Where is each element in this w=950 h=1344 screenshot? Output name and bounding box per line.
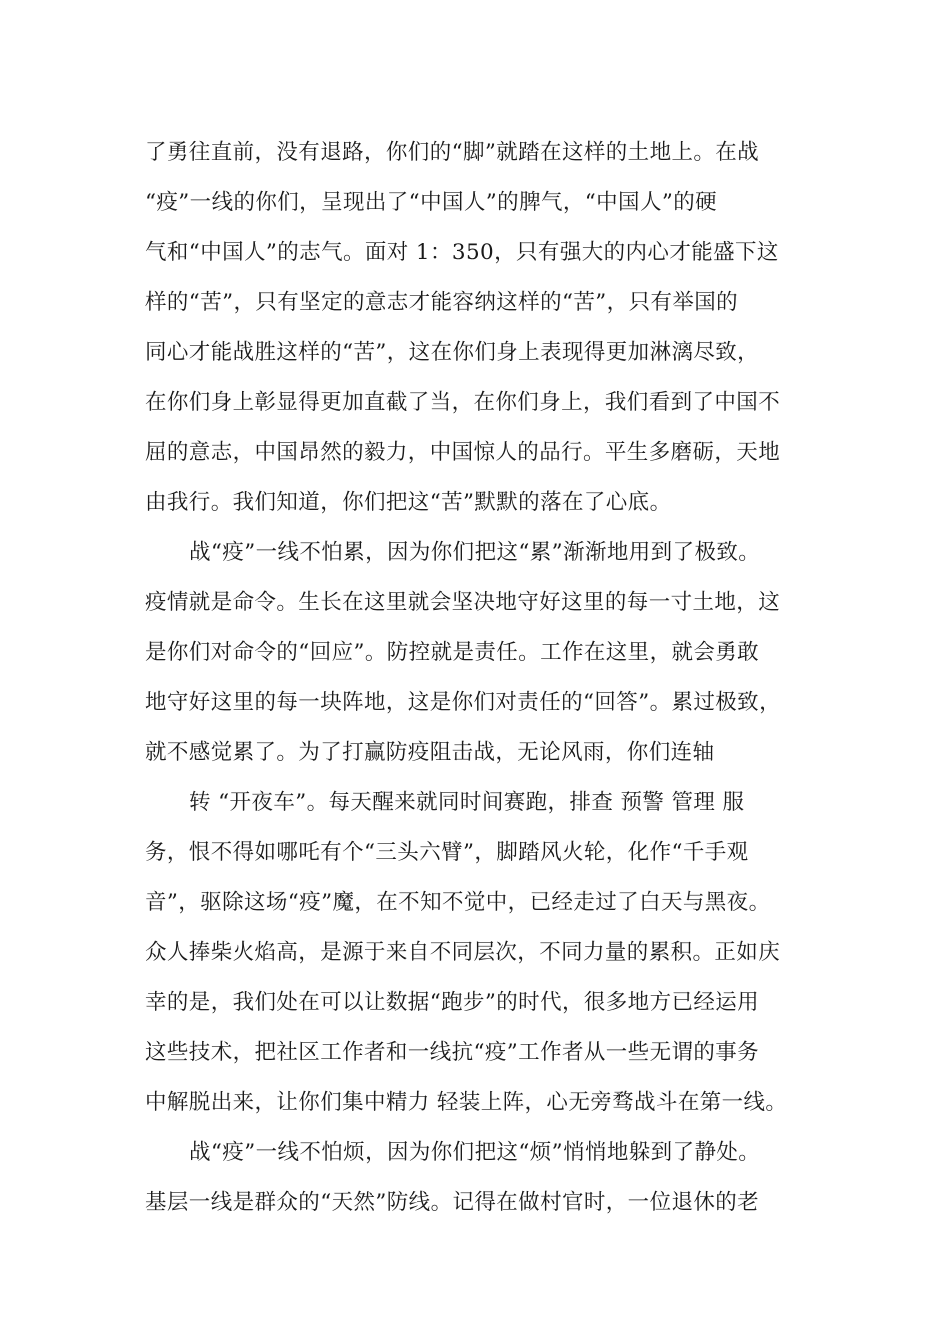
text-line: 基层一线是群众的“天然”防线。记得在做村官时，一位退休的老 — [145, 1190, 760, 1215]
text-line: “疫”一线的你们，呈现出了“中国人”的脾气，“中国人”的硬 — [145, 190, 718, 215]
text-line: 样的“苦”，只有坚定的意志才能容纳这样的“苦”，只有举国的 — [145, 290, 739, 315]
text-line: 中解脱出来，让你们集中精力 轻装上阵，心无旁骛战斗在第一线。 — [145, 1090, 788, 1115]
text-line: 战“疫”一线不怕烦，因为你们把这“烦”悄悄地躲到了静处。 — [189, 1140, 761, 1165]
text-line: 屈的意志，中国昂然的毅力，中国惊人的品行。平生多磨砺，天地 — [145, 440, 781, 465]
text-line: 转 “开夜车”。每天醒来就同时间赛跑，排查 预警 管理 服 — [189, 790, 745, 815]
document-body — [145, 133, 825, 1233]
text-line: 这些技术，把社区工作者和一线抗“疫”工作者从一些无谓的事务 — [145, 1040, 760, 1065]
text-line: 地守好这里的每一块阵地，这是你们对责任的“回答”。累过极致， — [145, 690, 781, 715]
text-line: 务，恨不得如哪吒有个“三头六臂”，脚踏风火轮，化作“千手观 — [145, 840, 749, 865]
text-line: 是你们对命令的“回应”。防控就是责任。工作在这里，就会勇敢 — [145, 640, 760, 665]
text-line: 众人捧柴火焰高，是源于来自不同层次，不同力量的累积。正如庆 — [145, 940, 781, 965]
text-line: 就不感觉累了。为了打赢防疫阻击战，无论风雨，你们连轴 — [145, 740, 715, 765]
text-line: 由我行。我们知道，你们把这“苦”默默的落在了心底。 — [145, 490, 672, 515]
text-line: 战“疫”一线不怕累，因为你们把这“累”渐渐地用到了极致。 — [189, 540, 761, 565]
text-line: 音”，驱除这场“疫”魔，在不知不觉中，已经走过了白天与黑夜。 — [145, 890, 771, 915]
text-line: 疫情就是命令。生长在这里就会坚决地守好这里的每一寸土地，这 — [145, 590, 781, 615]
text-line: 气和“中国人”的志气。面对 1：350，只有强大的内心才能盛下这 — [145, 240, 779, 265]
text-line: 幸的是，我们处在可以让数据“跑步”的时代，很多地方已经运用 — [145, 990, 760, 1015]
text-line: 在你们身上彰显得更加直截了当，在你们身上，我们看到了中国不 — [145, 390, 781, 415]
text-line: 同心才能战胜这样的“苦”，这在你们身上表现得更加淋漓尽致， — [145, 340, 760, 365]
text-line: 了勇往直前，没有退路，你们的“脚”就踏在这样的土地上。在战 — [145, 140, 760, 165]
